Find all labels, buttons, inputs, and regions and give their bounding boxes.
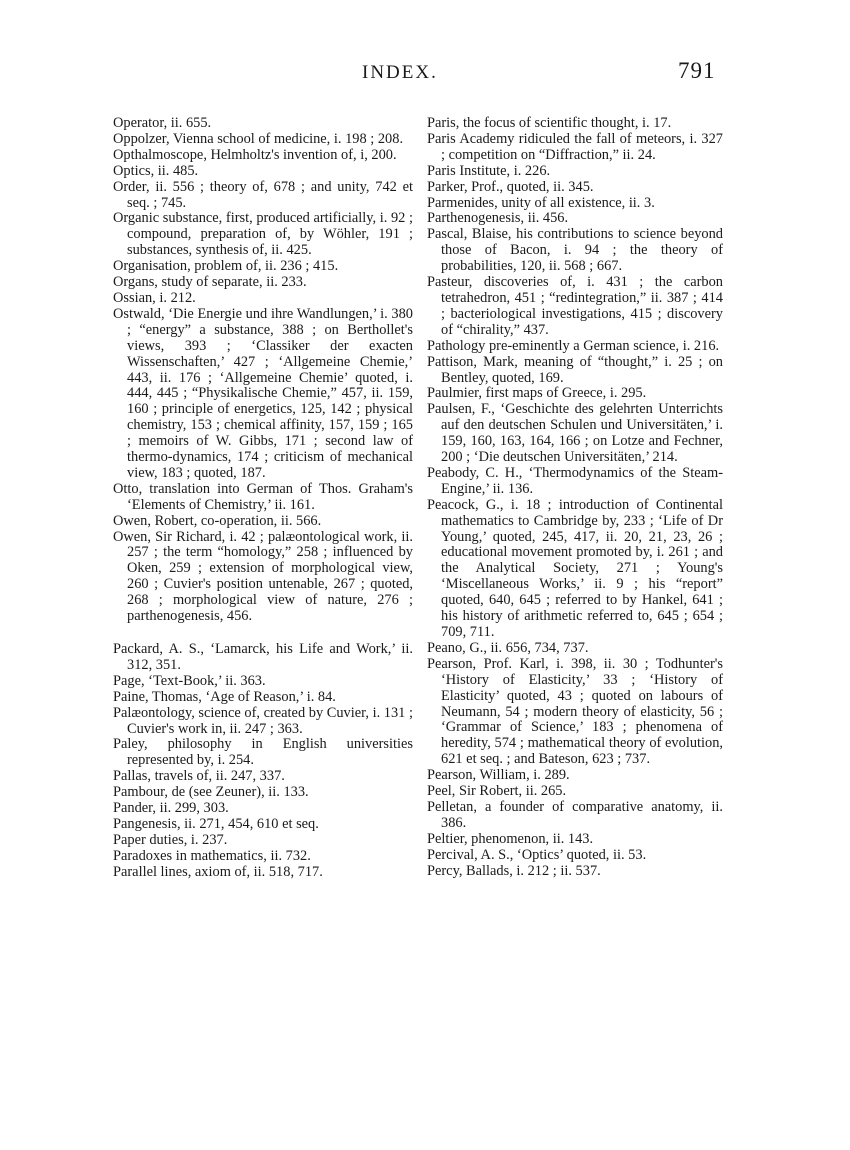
index-entry: Peabody, C. H., ‘Thermodynamics of the Steam-Engine,’ ii. 136. xyxy=(427,464,723,497)
index-entry: Otto, translation into German of Thos. Graham's ‘Elements of Chemistry,’ ii. 161. xyxy=(113,480,413,513)
index-entry: Paradoxes in mathematics, ii. 732. xyxy=(113,847,311,864)
index-entry: Pearson, William, i. 289. xyxy=(427,767,570,784)
index-entry: Ossian, i. 212. xyxy=(113,289,196,306)
index-entry: Pasteur, discoveries of, i. 431 ; the carbon tetrahedron, 451 ; “redintegration,” ii. 387 ; 414 ; bacteriological investigations, 415 ; discovery of “chirality,” 437. xyxy=(427,274,723,338)
index-entry: Paris Academy ridiculed the fall of meteors, i. 327 ; competition on “Diffraction,” ii. 24. xyxy=(427,130,723,163)
index-entry: Parthenogenesis, ii. 456. xyxy=(427,210,569,227)
index-entry: Pangenesis, ii. 271, 454, 610 et seq. xyxy=(113,815,319,832)
index-entry: Paine, Thomas, ‘Age of Reason,’ i. 84. xyxy=(113,688,336,705)
running-title: INDEX. xyxy=(362,62,438,83)
index-entry: Paley, philosophy in English universities represented by, i. 254. xyxy=(113,736,413,769)
index-entry: Peltier, phenomenon, ii. 143. xyxy=(427,830,594,847)
index-entry: Ostwald, ‘Die Energie und ihre Wandlungen,’ i. 380 ; “energy” a substance, 388 ; on Berthollet's views, 393 ; ‘Classiker der exacten Wissenschaften,’ 427 ; ‘Allgemeine Chemie,’ 443, ii. 176 ; ‘Allgemeine Chemie’ quoted, i. 444, 445 ; “Physikalische Chemie,” 457, ii. 159, 160 ; principle of energetics, 125, 142 ; physical chemistry, 153 ; chemical affinity, 157, 159 ; 165 ; memoirs of W. Gibbs, 171 ; second law of thermo-dynamics, 174 ; criticism of mechanical view, 183 ; quoted, 187. xyxy=(113,305,413,481)
index-entry: Organic substance, first, produced artificially, i. 92 ; compound, preparation of, by Wöhler, 191 ; substances, synthesis of, ii. 425. xyxy=(113,210,413,259)
index-entry: Peacock, G., i. 18 ; introduction of Continental mathematics to Cambridge by, 233 ; ‘Life of Dr Young,’ quoted, 245, 417, ii. 20, 21, 23, 26 ; educational movement promoted by, i. 261 ; and the Analytical Society, 271 ; Young's ‘Miscellaneous Works,’ ii. 9 ; his “report” quoted, 640, 645 ; referred to by Hankel, 641 ; his history of arithmetic referred to, 645 ; 654 ; 709, 711. xyxy=(427,496,723,640)
index-entry: Pelletan, a founder of comparative anatomy, ii. 386. xyxy=(427,798,723,831)
index-entry: Operator, ii. 655. xyxy=(113,115,212,131)
index-entry: Pearson, Prof. Karl, i. 398, ii. 30 ; Todhunter's ‘History of Elasticity,’ 33 ; ‘History of Elasticity’ quoted, 43 ; quoted on labours of Neumann, 54 ; modern theory of elasticity, 56 ; ‘Grammar of Science,’ 183 ; phenomena of heredity, 574 ; mathematical theory of evolution, 621 et seq. ; and Bateson, 623 ; 737. xyxy=(427,655,723,768)
index-entry: Pambour, de (see Zeuner), ii. 133. xyxy=(113,784,309,801)
index-entry: Opthalmoscope, Helmholtz's invention of, i, 200. xyxy=(113,146,397,163)
index-entry: Organisation, problem of, ii. 236 ; 415. xyxy=(113,258,339,275)
index-entry: Order, ii. 556 ; theory of, 678 ; and unity, 742 et seq. ; 745. xyxy=(113,178,413,211)
page-number: 791 xyxy=(678,58,716,83)
index-entry: Parmenides, unity of all existence, ii. 3. xyxy=(427,194,655,211)
index-entry: Paper duties, i. 237. xyxy=(113,831,228,848)
index-entry: Packard, A. S., ‘Lamarck, his Life and Work,’ ii. 312, 351. xyxy=(113,641,413,673)
index-entry: Pathology pre-eminently a German science, i. 216. xyxy=(427,337,720,354)
index-entry: Paulsen, F., ‘Geschichte des gelehrten Unterrichts auf den deutschen Schulen und Universitäten,’ i. 159, 160, 163, 164, 166 ; on Lotze and Fechner, 200 ; ‘Die deutschen Universitäten,’ 214. xyxy=(427,401,723,466)
index-entry: Paris Institute, i. 226. xyxy=(427,162,551,179)
index-entry: Percy, Ballads, i. 212 ; ii. 537. xyxy=(427,862,601,879)
index-entry: Page, ‘Text-Book,’ ii. 363. xyxy=(113,672,266,689)
index-entry: Percival, A. S., ‘Optics’ quoted, ii. 53. xyxy=(427,846,647,863)
index-column-right xyxy=(427,116,723,880)
index-entry: Paulmier, first maps of Greece, i. 295. xyxy=(427,385,647,402)
index-entry: Optics, ii. 485. xyxy=(113,162,199,179)
index-entry: Parallel lines, axiom of, ii. 518, 717. xyxy=(113,863,323,880)
index-entry: Pascal, Blaise, his contributions to science beyond those of Bacon, i. 94 ; the theory of probabilities, 120, ii. 568 ; 667. xyxy=(427,226,723,275)
index-entry: Pallas, travels of, ii. 247, 337. xyxy=(113,768,285,785)
index-entry: Oppolzer, Vienna school of medicine, i. 198 ; 208. xyxy=(113,130,404,147)
index-entry: Peano, G., ii. 656, 734, 737. xyxy=(427,639,589,656)
index-entry: Organs, study of separate, ii. 233. xyxy=(113,274,307,291)
index-entry: Palæontology, science of, created by Cuvier, i. 131 ; Cuvier's work in, ii. 247 ; 363. xyxy=(113,704,413,737)
index-entry: Owen, Sir Richard, i. 42 ; palæontological work, ii. 257 ; the term “homology,” 258 ; influenced by Oken, 259 ; extension of morphological view, 260 ; Cuvier's position untenable, 267 ; quoted, 268 ; morphological view of nature, 276 ; parthenogenesis, 456. xyxy=(113,528,413,625)
index-entry: Owen, Robert, co-operation, ii. 566. xyxy=(113,512,322,529)
index-entry: Peel, Sir Robert, ii. 265. xyxy=(427,783,567,800)
index-entry: Pattison, Mark, meaning of “thought,” i. 25 ; on Bentley, quoted, 169. xyxy=(427,353,723,386)
index-entry: Paris, the focus of scientific thought, i. 17. xyxy=(427,115,672,131)
index-column-left xyxy=(113,116,413,881)
index-entry: Parker, Prof., quoted, ii. 345. xyxy=(427,178,594,195)
index-entry: Pander, ii. 299, 303. xyxy=(113,800,229,817)
